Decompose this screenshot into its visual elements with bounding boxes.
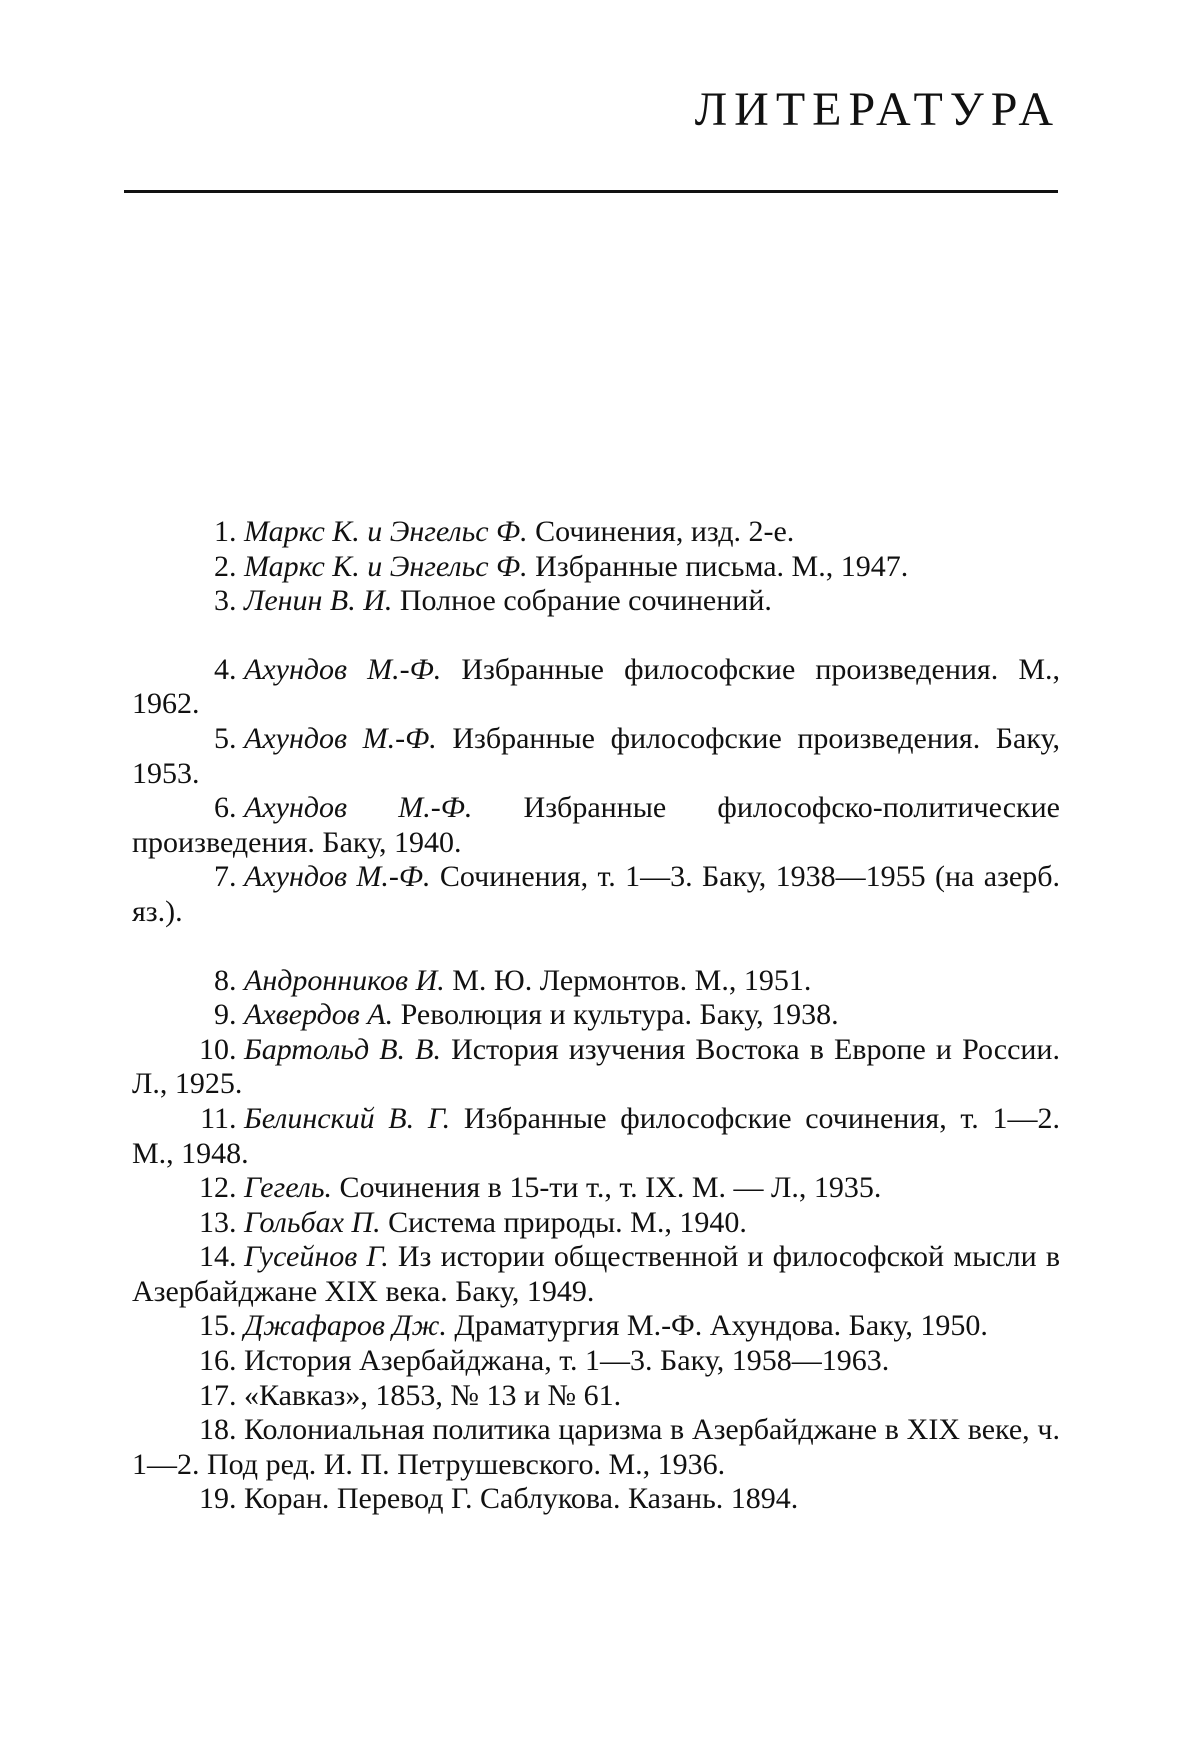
entry-text: Избранные философские сочинения, т. 1—2. М., 1948. xyxy=(132,1101,1061,1170)
entry-number: 2. xyxy=(214,549,244,583)
entry-text: Избранные письма. М., 1947. xyxy=(527,549,909,583)
bibliography-entry xyxy=(132,791,1060,860)
entry-number: 1. xyxy=(214,515,244,548)
entry-author: Маркс К. и Энгельс Ф. xyxy=(244,549,528,583)
entry-number: 3. xyxy=(214,584,244,618)
bibliography-entry xyxy=(132,515,1060,550)
entry-number: 7. xyxy=(214,860,244,894)
entry-author: Ахундов М.-Ф. xyxy=(244,860,431,894)
bibliography-entry xyxy=(132,1482,1060,1517)
bibliography-entry xyxy=(132,1206,1060,1241)
entry-author: Белинский В. Г. xyxy=(244,1101,451,1135)
bibliography-entry xyxy=(132,653,1060,722)
entry-text: «Кавказ», 1853, № 13 и № 61. xyxy=(244,1378,622,1412)
entry-number: 19. xyxy=(199,1482,244,1516)
entry-text: Избранные философско-политические произведения. Баку, 1940. xyxy=(132,791,1060,859)
bibliography-entry xyxy=(132,1413,1060,1482)
entry-text: Избранные философские произведения. М., 1962. xyxy=(132,652,1060,721)
entry-text: Сочинения в 15-ти т., т. IX. М. — Л., 1935. xyxy=(332,1171,882,1205)
page-title: ЛИТЕРАТУРА xyxy=(694,83,1060,136)
entry-text: Избранные философские произведения. Баку, 1953. xyxy=(132,721,1060,790)
bibliography-entry xyxy=(132,1344,1060,1379)
bibliography-entry xyxy=(132,722,1060,791)
entry-number: 17. xyxy=(199,1378,244,1412)
entry-number: 6. xyxy=(214,791,244,825)
entry-text: Колониальная политика царизма в Азербайджане в XIX веке, ч. 1—2. Под ред. И. П. Петрушевского. М., 1936. xyxy=(132,1413,1060,1481)
entry-text: Система природы. М., 1940. xyxy=(380,1205,747,1239)
bibliography-entry xyxy=(132,584,1060,619)
entry-text: Сочинения, т. 1—3. Баку, 1938—1955 (на азерб. яз.). xyxy=(132,860,1060,928)
entry-text: История изучения Востока в Европе и России. Л., 1925. xyxy=(132,1032,1060,1101)
entry-text: История Азербайджана, т. 1—3. Баку, 1958—1963. xyxy=(244,1344,890,1378)
entry-text: Революция и культура. Баку, 1938. xyxy=(393,998,839,1032)
entry-number: 18. xyxy=(199,1413,244,1447)
entry-author: Ленин В. И. xyxy=(244,584,393,618)
entry-number: 8. xyxy=(214,963,244,997)
entry-number: 11. xyxy=(200,1101,244,1135)
entry-number: 13. xyxy=(199,1205,244,1239)
entry-number: 10. xyxy=(199,1032,244,1066)
entry-author: Гусейнов Г. xyxy=(244,1240,389,1274)
entry-number: 16. xyxy=(199,1344,244,1378)
bibliography-entry xyxy=(132,998,1060,1033)
entry-text: Коран. Перевод Г. Саблукова. Казань. 1894. xyxy=(244,1482,799,1516)
entry-author: Ахвердов А. xyxy=(244,998,394,1032)
bibliography-entry xyxy=(132,1033,1060,1102)
entry-author: Ахундов М.-Ф. xyxy=(244,721,437,755)
entry-author: Андронников И. xyxy=(244,963,445,997)
bibliography-entry xyxy=(132,964,1060,999)
entry-author: Ахундов М.-Ф. xyxy=(244,652,442,686)
title-rule xyxy=(124,190,1058,193)
bibliography-entry xyxy=(132,1309,1060,1344)
entry-text: Полное собрание сочинений. xyxy=(392,584,772,618)
entry-author: Бартольд В. В. xyxy=(244,1032,441,1066)
entry-number: 4. xyxy=(214,652,244,686)
bibliography-entry xyxy=(132,1379,1060,1414)
bibliography-entry xyxy=(132,860,1060,929)
bibliography-entry xyxy=(132,1240,1060,1309)
group-gap xyxy=(132,619,1060,653)
entry-number: 15. xyxy=(199,1309,244,1343)
entry-text: М. Ю. Лермонтов. М., 1951. xyxy=(444,963,812,997)
entry-author: Ахундов М.-Ф. xyxy=(244,791,473,825)
entry-text: Из истории общественной и философской мысли в Азербайджане XIX века. Баку, 1949. xyxy=(132,1240,1060,1308)
bibliography-list xyxy=(132,515,1060,1517)
group-gap xyxy=(132,930,1060,964)
entry-number: 12. xyxy=(199,1171,244,1205)
entry-number: 9. xyxy=(214,998,244,1032)
entry-author: Джафаров Дж. xyxy=(244,1309,447,1343)
entry-text: Драматургия М.-Ф. Ахундова. Баку, 1950. xyxy=(446,1309,988,1343)
entry-text: Сочинения, изд. 2-е. xyxy=(527,515,795,548)
entry-author: Гольбах П. xyxy=(244,1205,381,1239)
bibliography-entry xyxy=(132,1171,1060,1206)
entry-number: 14. xyxy=(199,1240,244,1274)
entry-author: Гегель. xyxy=(244,1171,332,1205)
entry-author: Маркс К. и Энгельс Ф. xyxy=(244,515,528,548)
entry-number: 5. xyxy=(214,721,244,755)
bibliography-entry xyxy=(132,550,1060,585)
bibliography-entry xyxy=(132,1102,1060,1171)
